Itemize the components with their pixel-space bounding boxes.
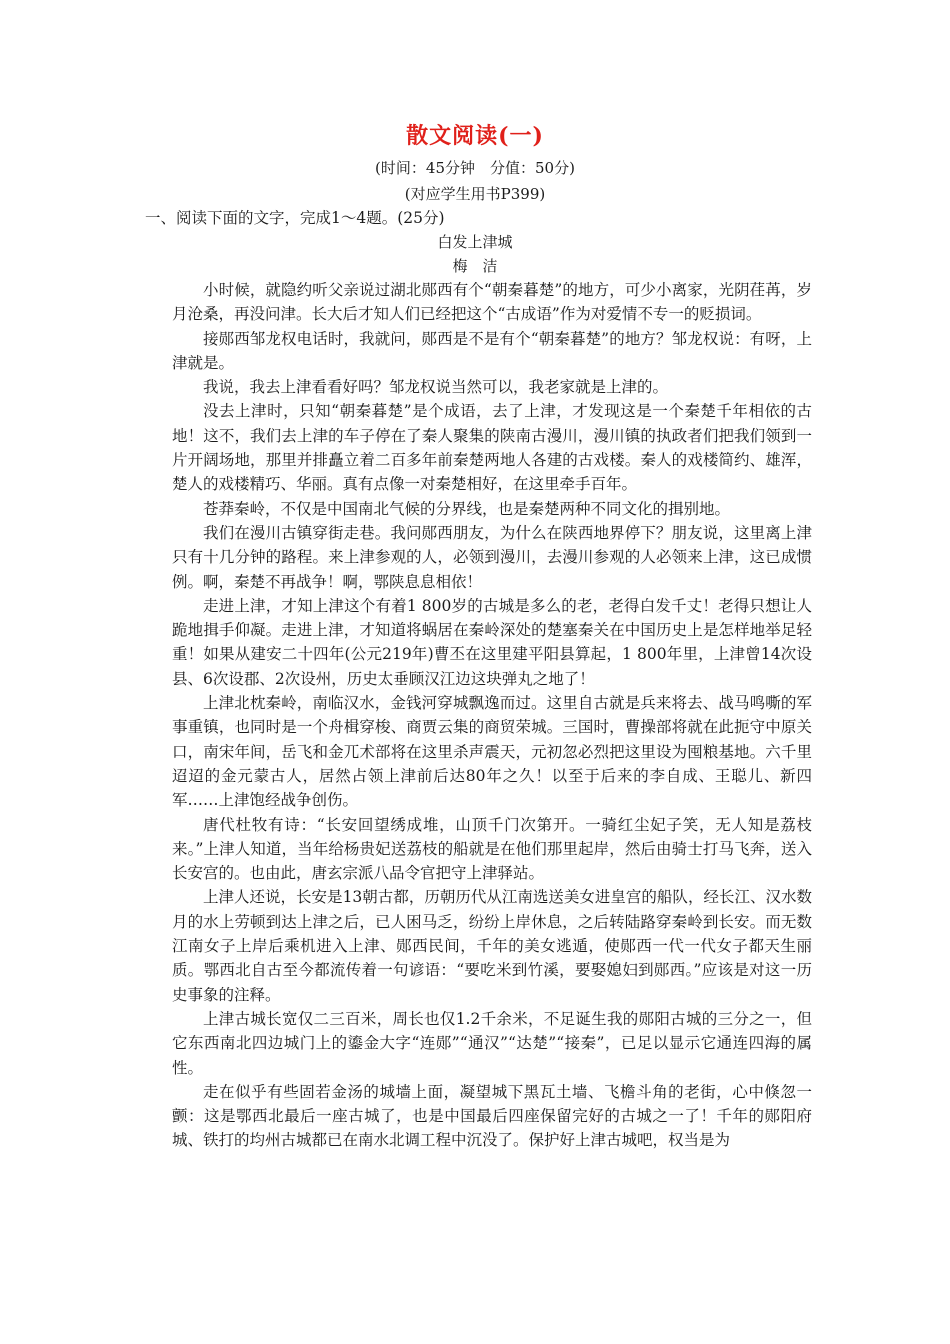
page-title: 散文阅读(一) — [406, 123, 544, 149]
paragraph: 我说，我去上津看看好吗？邹龙权说当然可以，我老家就是上津的。 — [203, 378, 669, 397]
question-instruction: 一、阅读下面的文字，完成1～4题。(25分) — [145, 209, 445, 227]
paragraph: 没去上津时，只知“朝秦暮楚”是个成语，去了上津，才发现这是一个秦楚千年相依的古地！这不，我们去上津的车子停在了秦人聚集的陕南古漫川，漫川镇的执政者们把我们领到一片开阔场地，那里并排矗立着二百多年前秦楚两地人各建的古戏楼。秦人的戏楼简约、雄浑，楚人的戏楼精巧、华丽。真有点像一对秦楚相好，在这里牵手百年。 — [172, 402, 812, 494]
paragraph: 上津古城长宽仅二三百米，周长也仅1.2千余米，不足诞生我的郧阳古城的三分之一，但它东西南北四边城门上的鎏金大字“连郧”“通汉”“达楚”“接秦”，已足以显示它通连四海的属性。 — [172, 1009, 812, 1077]
article-author: 梅 洁 — [452, 257, 498, 275]
paragraph: 唐代杜牧有诗：“长安回望绣成堆，山顶千门次第开。一骑红尘妃子笑，无人知是荔枝来。”上津人知道，当年给杨贵妃送荔枝的船就是在他们那里起岸，然后由骑士打马飞奔，送入长安宫的。也由此，唐玄宗派八品令官把守上津驿站。 — [172, 815, 812, 883]
textbook-reference: (对应学生用书P399) — [404, 185, 546, 203]
paragraph: 小时候，就隐约听父亲说过湖北郧西有个“朝秦暮楚”的地方，可少小离家，光阴荏苒，岁月沧桑，再没问津。长大后才知人们已经把这个“古成语”作为对爱情不专一的贬损词。 — [172, 281, 812, 324]
article-title: 白发上津城 — [437, 233, 513, 251]
time-score-info: (时间：45分钟 分值：50分) — [375, 159, 575, 177]
paragraph: 苍莽秦岭，不仅是中国南北气候的分界线，也是秦楚两种不同文化的揖别地。 — [203, 499, 731, 518]
paragraph: 我们在漫川古镇穿街走巷。我问郧西朋友，为什么在陕西地界停下？朋友说，这里离上津只有十几分钟的路程。来上津参观的人，必领到漫川，去漫川参观的人必领来上津，这已成惯例。啊，秦楚不再战争！啊，鄂陕息息相依！ — [172, 523, 812, 591]
paragraph: 走在似乎有些固若金汤的城墙上面，凝望城下黑瓦土墙、飞檐斗角的老街，心中倏忽一颤：这是鄂西北最后一座古城了，也是中国最后四座保留完好的古城之一了！千年的郧阳府城、铁打的均州古城都已在南水北调工程中沉没了。保护好上津古城吧，权当是为 — [172, 1082, 812, 1150]
paragraph: 上津北枕秦岭，南临汉水，金钱河穿城飘逸而过。这里自古就是兵来将去、战马鸣嘶的军事重镇，也同时是一个舟楫穿梭、商贾云集的商贸荣城。三国时，曹操部将就在此扼守中原关口，南宋年间，岳飞和金兀术部将在这里杀声震天，元初忽必烈把这里设为囤粮基地。六千里迢迢的金元蒙古人，居然占领上津前后达80年之久！以至于后来的李自成、王聪儿、新四军……上津饱经战争创伤。 — [172, 694, 812, 810]
paragraph: 走进上津，才知上津这个有着1 800岁的古城是多么的老，老得白发千丈！老得只想让人跪地揖手仰凝。走进上津，才知道将蜗居在秦岭深处的楚塞秦关在中国历史上是怎样地举足轻重！如果从建安二十四年(公元219年)曹丕在这里建平阳县算起，1 800年里，上津曾14次设县、6次设郡、2次设州，历史太垂顾汉江边这块弹丸之地了！ — [172, 596, 812, 688]
paragraph: 上津人还说，长安是13朝古都，历朝历代从江南选送美女进皇宫的船队，经长江、汉水数月的水上劳顿到达上津之后，已人困马乏，纷纷上岸休息，之后转陆路穿秦岭到长安。而无数江南女子上岸后乘机进入上津、郧西民间，千年的美女逃遁，使郧西一代一代女子都天生丽质。鄂西北自古至今都流传着一句谚语：“要吃米到竹溪，要娶媳妇到郧西。”应该是对这一历史事象的注释。 — [172, 888, 812, 1004]
article-body — [172, 278, 812, 1153]
paragraph: 接郧西邹龙权电话时，我就问，郧西是不是有个“朝秦暮楚”的地方？邹龙权说：有呀，上津就是。 — [172, 329, 812, 372]
